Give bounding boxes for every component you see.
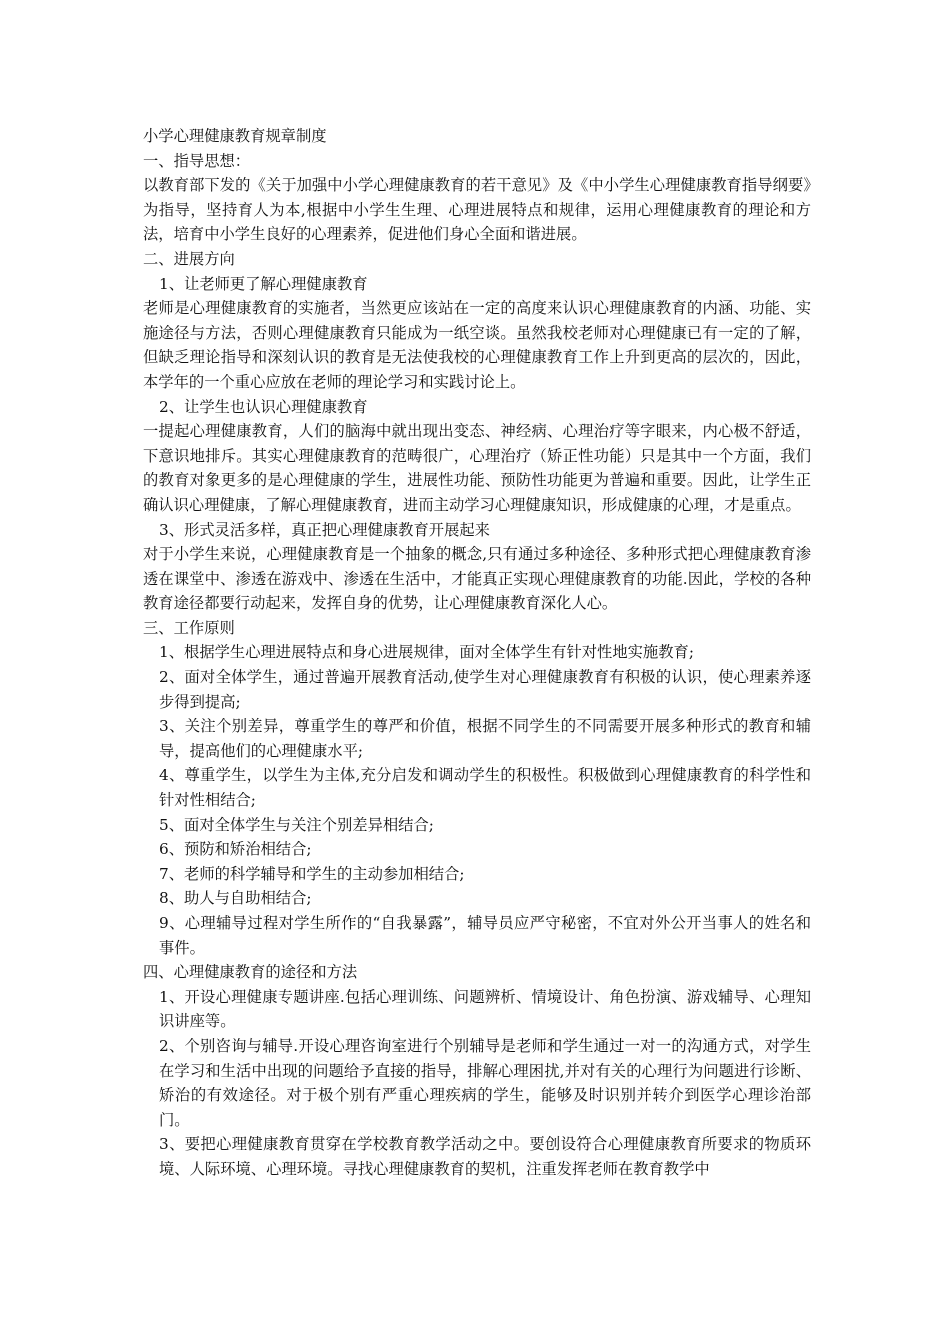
- section-heading-development-direction: 二、进展方向: [143, 249, 235, 268]
- section-heading-methods: 四、心理健康教育的途径和方法: [143, 963, 358, 982]
- section-heading-guiding-ideology: 一、指导思想：: [143, 151, 251, 170]
- direction-item-label-1: 1、让老师更了解心理健康教育: [159, 274, 368, 293]
- direction-item-text-2: 一提起心理健康教育，人们的脑海中就出现出变态、神经病、心理治疗等字眼来，内心极不舒适，下意识地排斥。其实心理健康教育的范畴很广，心理治疗（矫正性功能）只是其中一个方面，我们的教育对象更多的是心理健康的学生，进展性功能、预防性功能更为普遍和重要。因此，让学生正确认识心理健康，了解心理健康教育，进而主动学习心理健康知识，形成健康的心理，才是重点。: [143, 422, 811, 514]
- method-item-3: 3、要把心理健康教育贯穿在学校教育教学活动之中。要创设符合心理健康教育所要求的物质环境、人际环境、心理环境。寻找心理健康教育的契机，注重发挥老师在教育教学中: [159, 1135, 811, 1178]
- principle-item-1: 1、根据学生心理进展特点和身心进展规律，面对全体学生有针对性地实施教育;: [159, 643, 694, 662]
- direction-item-label-2: 2、让学生也认识心理健康教育: [159, 397, 368, 416]
- paragraph-guiding-ideology: 以教育部下发的《关于加强中小学心理健康教育的若干意见》及《中小学生心理健康教育指导纲要》为指导，坚持育人为本,根据中小学生生理、心理进展特点和规律，运用心理健康教育的理论和方法，培育中小学生良好的心理素养，促进他们身心全面和谐进展。: [143, 176, 811, 244]
- principle-item-8: 8、助人与自助相结合;: [159, 889, 312, 908]
- section-heading-work-principles: 三、工作原则: [143, 618, 235, 637]
- direction-item-label-3: 3、形式灵活多样，真正把心理健康教育开展起来: [159, 520, 490, 539]
- principle-item-6: 6、预防和矫治相结合;: [159, 840, 312, 859]
- principle-item-9: 9、心理辅导过程对学生所作的“自我暴露”，辅导员应严守秘密，不宜对外公开当事人的姓名和事件。: [159, 914, 811, 957]
- method-item-2: 2、个别咨询与辅导.开设心理咨询室进行个别辅导是老师和学生通过一对一的沟通方式，对学生在学习和生活中出现的问题给予直接的指导，排解心理困扰,并对有关的心理行为问题进行诊断、矫治的有效途径。对于极个别有严重心理疾病的学生，能够及时识别并转介到医学心理诊治部门。: [159, 1036, 811, 1129]
- principle-item-4: 4、尊重学生，以学生为主体,充分启发和调动学生的积极性。积极做到心理健康教育的科学性和针对性相结合;: [159, 766, 811, 810]
- direction-item-text-3: 对于小学生来说，心理健康教育是一个抽象的概念,只有通过多种途径、多种形式把心理健康教育渗透在课堂中、渗透在游戏中、渗透在生活中，才能真正实现心理健康教育的功能.因此，学校的各种教育途径都要行动起来，发挥自身的优势，让心理健康教育深化人心。: [143, 545, 811, 613]
- principle-item-5: 5、面对全体学生与关注个别差异相结合;: [159, 815, 434, 834]
- principle-item-3: 3、关注个别差异，尊重学生的尊严和价值，根据不同学生的不同需要开展多种形式的教育和辅导，提高他们的心理健康水平;: [159, 717, 811, 760]
- direction-item-text-1: 老师是心理健康教育的实施者，当然更应该站在一定的高度来认识心理健康教育的内涵、功能、实施途径与方法，否则心理健康教育只能成为一纸空谈。虽然我校老师对心理健康已有一定的了解，但缺乏理论指导和深刻认识的教育是无法使我校的心理健康教育工作上升到更高的层次的，因此，本学年的一个重心应放在老师的理论学习和实践讨论上。: [143, 299, 811, 391]
- method-item-1: 1、开设心理健康专题讲座.包括心理训练、问题辨析、情境设计、角色扮演、游戏辅导、心理知识讲座等。: [159, 987, 811, 1031]
- principle-item-7: 7、老师的科学辅导和学生的主动参加相结合;: [159, 864, 465, 883]
- document-body: [143, 124, 811, 1182]
- principle-item-2: 2、面对全体学生，通过普遍开展教育活动,使学生对心理健康教育有积极的认识，使心理素养逐步得到提高;: [159, 668, 811, 711]
- document-title: 小学心理健康教育规章制度: [143, 127, 327, 145]
